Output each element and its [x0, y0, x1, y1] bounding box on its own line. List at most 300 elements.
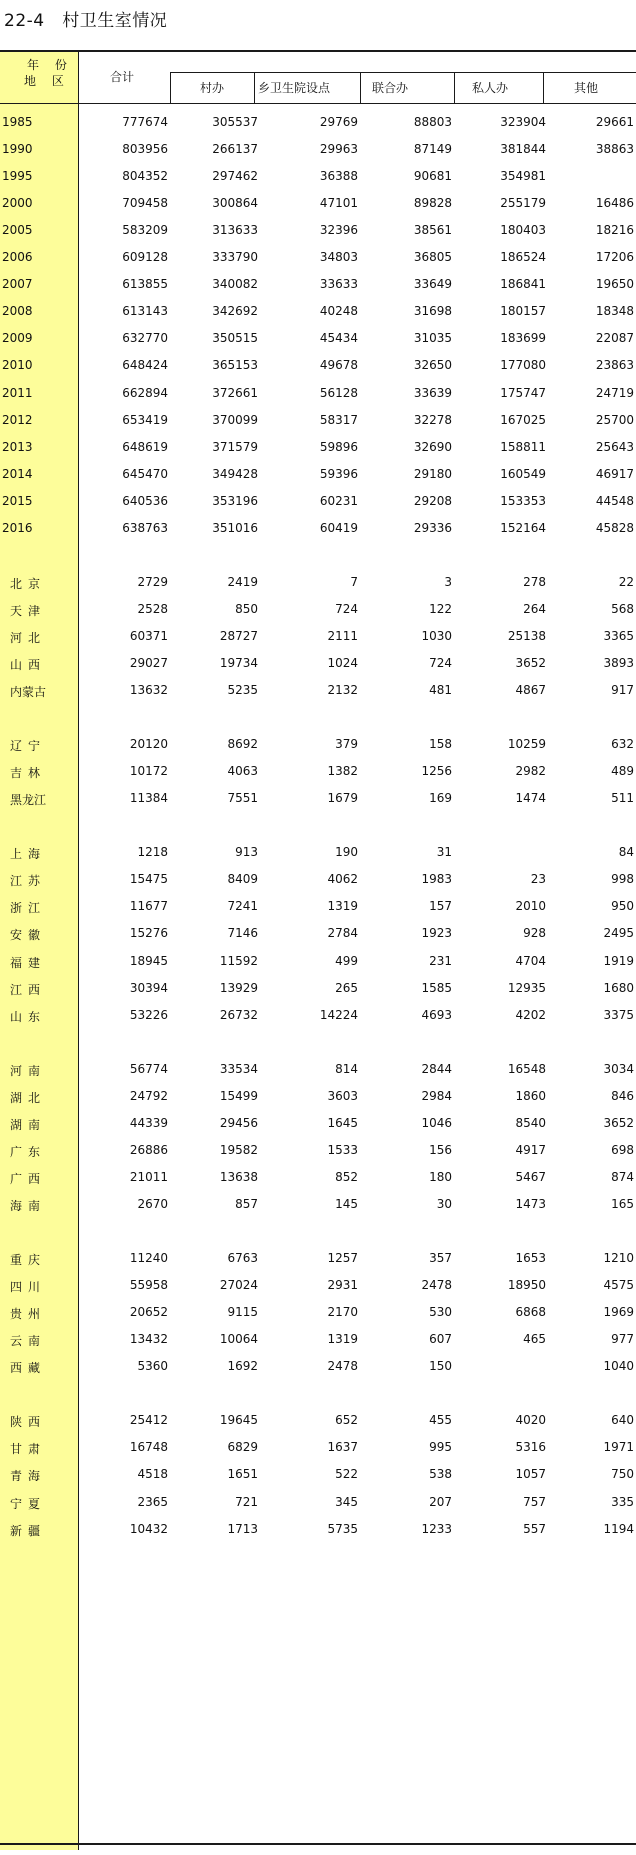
- table-cell: 11592: [219, 953, 258, 968]
- table-row: [0, 785, 636, 812]
- table-cell: 632: [611, 737, 634, 752]
- table-cell: 1919: [603, 953, 634, 968]
- row-label: 陕西: [10, 1415, 47, 1430]
- table-cell: 264: [523, 601, 546, 616]
- table-cell: 14224: [319, 1007, 358, 1022]
- table-row: [0, 839, 636, 866]
- table-cell: 25700: [595, 412, 634, 427]
- table-cell: 12935: [507, 980, 546, 995]
- table-cell: 2010: [515, 899, 546, 914]
- table-row: [0, 136, 636, 163]
- row-label: 天津: [10, 603, 47, 618]
- table-cell: 26732: [219, 1007, 258, 1022]
- table-cell: 150: [429, 1359, 452, 1374]
- table-cell: 335: [611, 1494, 634, 1509]
- header-total: 合计: [110, 70, 135, 84]
- table-cell: 2931: [327, 1278, 358, 1293]
- table-cell: 45828: [595, 520, 634, 535]
- table-cell: 207: [429, 1494, 452, 1509]
- table-cell: 29027: [129, 655, 168, 670]
- table-cell: 379: [335, 737, 358, 752]
- table-cell: 8409: [227, 872, 258, 887]
- table-cell: 998: [611, 872, 634, 887]
- table-cell: 2478: [421, 1278, 452, 1293]
- table-cell: 25643: [595, 439, 634, 454]
- table-cell: 5316: [515, 1440, 546, 1455]
- table-cell: 1256: [421, 764, 452, 779]
- table-cell: 13432: [129, 1332, 168, 1347]
- row-label: 2012: [2, 412, 33, 427]
- table-row: [0, 920, 636, 947]
- table-row: [0, 1164, 636, 1191]
- table-cell: 7146: [227, 926, 258, 941]
- table-cell: 1024: [327, 655, 358, 670]
- table-cell: 2729: [137, 574, 168, 589]
- table-cell: 349428: [212, 466, 258, 481]
- table-cell: 4202: [515, 1007, 546, 1022]
- header-col-other: 其他: [574, 81, 599, 95]
- table-cell: 30: [436, 1196, 452, 1211]
- table-cell: 698: [611, 1142, 634, 1157]
- table-cell: 45434: [319, 331, 358, 346]
- table-cell: 724: [335, 601, 358, 616]
- page-title: 22-4 村卫生室情况: [4, 11, 168, 31]
- table-cell: 1680: [603, 980, 634, 995]
- table-cell: 90681: [413, 169, 452, 184]
- table-cell: 180403: [500, 223, 546, 238]
- table-cell: 2984: [421, 1088, 452, 1103]
- row-label: 吉林: [10, 766, 47, 781]
- table-cell: 1473: [515, 1196, 546, 1211]
- table-cell: 18950: [507, 1278, 546, 1293]
- table-cell: 613143: [122, 304, 168, 319]
- table-cell: 3893: [603, 655, 634, 670]
- table-cell: 530: [429, 1305, 452, 1320]
- table-cell: 32278: [413, 412, 452, 427]
- table-cell: 1692: [227, 1359, 258, 1374]
- table-cell: 38863: [595, 142, 634, 157]
- table-cell: 8692: [227, 737, 258, 752]
- table-cell: 190: [335, 845, 358, 860]
- row-label: 北京: [10, 576, 47, 591]
- table-cell: 4693: [421, 1007, 452, 1022]
- header-subcolumns: [170, 72, 636, 103]
- table-cell: 38561: [413, 223, 452, 238]
- table-cell: 557: [523, 1521, 546, 1536]
- table-cell: 351016: [212, 520, 258, 535]
- table-cell: 44548: [595, 493, 634, 508]
- table-cell: 2132: [327, 683, 358, 697]
- table-cell: 183699: [500, 331, 546, 346]
- table-row: [0, 1434, 636, 1461]
- header-col-township: 乡卫生院设点: [258, 81, 331, 95]
- table-cell: 157: [429, 899, 452, 914]
- data-table: [0, 50, 636, 104]
- table-cell: 20652: [129, 1305, 168, 1320]
- table-cell: 913: [235, 845, 258, 860]
- table-cell: 29208: [413, 493, 452, 508]
- table-cell: 255179: [500, 196, 546, 211]
- table-cell: 804352: [122, 169, 168, 184]
- row-label: 西藏: [10, 1361, 47, 1376]
- table-cell: 60371: [129, 628, 168, 643]
- table-cell: 1923: [421, 926, 452, 941]
- table-cell: 4917: [515, 1142, 546, 1157]
- table-cell: 5467: [515, 1169, 546, 1184]
- table-row: [0, 1110, 636, 1137]
- table-cell: 6829: [227, 1440, 258, 1455]
- row-label: 江西: [10, 982, 47, 997]
- table-row: [0, 866, 636, 893]
- table-cell: 10259: [507, 737, 546, 752]
- table-cell: 1319: [327, 899, 358, 914]
- table-cell: 231: [429, 953, 452, 968]
- row-label: 河南: [10, 1063, 47, 1078]
- table-cell: 381844: [500, 142, 546, 157]
- table-cell: 613855: [122, 277, 168, 292]
- table-cell: 24719: [595, 385, 634, 400]
- table-cell: 371579: [212, 439, 258, 454]
- table-cell: 1474: [515, 791, 546, 806]
- row-label: 宁夏: [10, 1496, 47, 1511]
- row-label: 2014: [2, 466, 33, 481]
- table-cell: 19645: [219, 1413, 258, 1428]
- table-cell: 152164: [500, 520, 546, 535]
- table-cell: 1218: [137, 845, 168, 860]
- table-cell: 29769: [319, 115, 358, 129]
- table-cell: 370099: [212, 412, 258, 427]
- table-cell: 15276: [129, 926, 168, 941]
- table-cell: 20120: [129, 737, 168, 752]
- table-cell: 1860: [515, 1088, 546, 1103]
- table-cell: 803956: [122, 142, 168, 157]
- table-cell: 11677: [129, 899, 168, 914]
- row-label: 青海: [10, 1469, 47, 1484]
- table-cell: 632770: [122, 331, 168, 346]
- table-cell: 652: [335, 1413, 358, 1428]
- table-cell: 2365: [137, 1494, 168, 1509]
- header-year-label: 年 份: [27, 58, 73, 72]
- table-cell: 16548: [507, 1061, 546, 1076]
- table-cell: 22087: [595, 331, 634, 346]
- table-cell: 175747: [500, 385, 546, 400]
- table-row: [0, 1083, 636, 1110]
- table-cell: 10432: [129, 1521, 168, 1536]
- table-cell: 36805: [413, 250, 452, 265]
- table-cell: 640536: [122, 493, 168, 508]
- table-header: [0, 50, 636, 104]
- table-cell: 33639: [413, 385, 452, 400]
- table-cell: 638763: [122, 520, 168, 535]
- header-col-private: 私人办: [472, 81, 509, 95]
- table-row: [0, 893, 636, 920]
- table-cell: 345: [335, 1494, 358, 1509]
- table-cell: 874: [611, 1169, 634, 1184]
- header-divider: [543, 72, 544, 103]
- table-row: [0, 677, 636, 704]
- table-cell: 648424: [122, 358, 168, 373]
- row-label: 上海: [10, 847, 47, 862]
- table-cell: 568: [611, 601, 634, 616]
- table-cell: 6868: [515, 1305, 546, 1320]
- table-row: [0, 271, 636, 298]
- table-cell: 357: [429, 1251, 452, 1266]
- table-cell: 2170: [327, 1305, 358, 1320]
- table-cell: 499: [335, 953, 358, 968]
- table-row: [0, 1191, 636, 1218]
- table-row: [0, 1002, 636, 1029]
- row-label: 1990: [2, 142, 33, 157]
- table-cell: 333790: [212, 250, 258, 265]
- table-row: [0, 163, 636, 190]
- table-cell: 950: [611, 899, 634, 914]
- table-cell: 313633: [212, 223, 258, 238]
- table-cell: 29456: [219, 1115, 258, 1130]
- table-cell: 15475: [129, 872, 168, 887]
- table-cell: 4575: [603, 1278, 634, 1293]
- row-label: 甘肃: [10, 1442, 47, 1457]
- table-cell: 7: [350, 574, 358, 589]
- table-cell: 26886: [129, 1142, 168, 1157]
- table-cell: 995: [429, 1440, 452, 1455]
- table-cell: 1030: [421, 628, 452, 643]
- table-cell: 29963: [319, 142, 358, 157]
- table-row: [0, 569, 636, 596]
- table-cell: 2528: [137, 601, 168, 616]
- table-cell: 4704: [515, 953, 546, 968]
- table-row: [0, 1056, 636, 1083]
- table-cell: 25412: [129, 1413, 168, 1428]
- table-cell: 2478: [327, 1359, 358, 1374]
- table-cell: 53226: [129, 1007, 168, 1022]
- table-cell: 645470: [122, 466, 168, 481]
- table-cell: 10172: [129, 764, 168, 779]
- table-row: [0, 948, 636, 975]
- row-label: 2011: [2, 385, 33, 400]
- table-cell: 59896: [319, 439, 358, 454]
- table-row: [0, 1489, 636, 1516]
- table-cell: 917: [611, 683, 634, 697]
- table-cell: 662894: [122, 385, 168, 400]
- table-cell: 21011: [129, 1169, 168, 1184]
- table-cell: 145: [335, 1196, 358, 1211]
- table-cell: 777674: [122, 115, 168, 129]
- row-label: 2009: [2, 331, 33, 346]
- table-cell: 977: [611, 1332, 634, 1347]
- table-row: [0, 325, 636, 352]
- table-cell: 19734: [219, 655, 258, 670]
- row-label: 湖南: [10, 1117, 47, 1132]
- table-cell: 300864: [212, 196, 258, 211]
- table-cell: 24792: [129, 1088, 168, 1103]
- table-cell: 88803: [413, 115, 452, 129]
- table-cell: 522: [335, 1467, 358, 1482]
- table-cell: 4063: [227, 764, 258, 779]
- table-row: [0, 190, 636, 217]
- table-cell: 2784: [327, 926, 358, 941]
- table-cell: 33633: [319, 277, 358, 292]
- table-row: [0, 1353, 636, 1380]
- table-cell: 23: [530, 872, 546, 887]
- table-cell: 721: [235, 1494, 258, 1509]
- table-cell: 60231: [319, 493, 358, 508]
- header-divider: [360, 72, 361, 103]
- table-cell: 177080: [500, 358, 546, 373]
- table-cell: 2844: [421, 1061, 452, 1076]
- table-cell: 32650: [413, 358, 452, 373]
- table-cell: 23863: [595, 358, 634, 373]
- table-cell: 846: [611, 1088, 634, 1103]
- table-cell: 648619: [122, 439, 168, 454]
- table-row: [0, 352, 636, 379]
- table-cell: 22: [618, 574, 634, 589]
- header-col-village: 村办: [200, 81, 225, 95]
- table-row: [0, 1407, 636, 1434]
- table-cell: 2111: [327, 628, 358, 643]
- table-cell: 1194: [603, 1521, 634, 1536]
- header-divider: [254, 72, 255, 103]
- header-divider: [454, 72, 455, 103]
- table-cell: 29180: [413, 466, 452, 481]
- table-cell: 59396: [319, 466, 358, 481]
- table-cell: 32396: [319, 223, 358, 238]
- table-cell: 10064: [219, 1332, 258, 1347]
- table-cell: 87149: [413, 142, 452, 157]
- table-cell: 40248: [319, 304, 358, 319]
- table-row: [0, 244, 636, 271]
- table-row: [0, 1245, 636, 1272]
- table-cell: 1983: [421, 872, 452, 887]
- header-region-label: 地 区: [24, 74, 70, 88]
- table-cell: 186841: [500, 277, 546, 292]
- table-cell: 481: [429, 683, 452, 697]
- row-label: 辽宁: [10, 739, 47, 754]
- row-label: 2000: [2, 196, 33, 211]
- table-cell: 1645: [327, 1115, 358, 1130]
- row-label: 海南: [10, 1198, 47, 1213]
- table-cell: 55958: [129, 1278, 168, 1293]
- table-cell: 3034: [603, 1061, 634, 1076]
- table-cell: 8540: [515, 1115, 546, 1130]
- table-row: [0, 596, 636, 623]
- row-label: 广东: [10, 1144, 47, 1159]
- table-cell: 169: [429, 791, 452, 806]
- table-cell: 1653: [515, 1251, 546, 1266]
- table-cell: 4867: [515, 683, 546, 697]
- table-cell: 609128: [122, 250, 168, 265]
- table-cell: 1319: [327, 1332, 358, 1347]
- table-cell: 3652: [603, 1115, 634, 1130]
- table-row: [0, 380, 636, 407]
- header-col-joint: 联合办: [372, 81, 409, 95]
- table-cell: 15499: [219, 1088, 258, 1103]
- table-row: [0, 758, 636, 785]
- table-cell: 278: [523, 574, 546, 589]
- table-cell: 1382: [327, 764, 358, 779]
- table-cell: 13929: [219, 980, 258, 995]
- table-cell: 353196: [212, 493, 258, 508]
- table-cell: 122: [429, 601, 452, 616]
- table-cell: 56774: [129, 1061, 168, 1076]
- table-row: [0, 461, 636, 488]
- table-cell: 2495: [603, 926, 634, 941]
- table-cell: 18216: [595, 223, 634, 238]
- table-row: [0, 434, 636, 461]
- table-cell: 186524: [500, 250, 546, 265]
- table-cell: 16486: [595, 196, 634, 211]
- row-label: 2006: [2, 250, 33, 265]
- table-cell: 18348: [595, 304, 634, 319]
- table-cell: 4020: [515, 1413, 546, 1428]
- table-cell: 17206: [595, 250, 634, 265]
- table-cell: 180: [429, 1169, 452, 1184]
- table-cell: 4062: [327, 872, 358, 887]
- table-cell: 1585: [421, 980, 452, 995]
- table-cell: 3603: [327, 1088, 358, 1103]
- table-cell: 3375: [603, 1007, 634, 1022]
- table-row: [0, 650, 636, 677]
- table-row: [0, 731, 636, 758]
- table-cell: 167025: [500, 412, 546, 427]
- table-cell: 3365: [603, 628, 634, 643]
- table-cell: 4518: [137, 1467, 168, 1482]
- table-cell: 58317: [319, 412, 358, 427]
- table-cell: 1046: [421, 1115, 452, 1130]
- table-cell: 1233: [421, 1521, 452, 1536]
- header-divider: [170, 72, 171, 103]
- table-cell: 3: [444, 574, 452, 589]
- table-cell: 354981: [500, 169, 546, 184]
- table-cell: 350515: [212, 331, 258, 346]
- table-row: [0, 1461, 636, 1488]
- row-label: 2010: [2, 358, 33, 373]
- table-cell: 342692: [212, 304, 258, 319]
- table-row: [0, 975, 636, 1002]
- table-cell: 750: [611, 1467, 634, 1482]
- row-label: 2013: [2, 439, 33, 454]
- table-cell: 18945: [129, 953, 168, 968]
- table-cell: 19650: [595, 277, 634, 292]
- table-cell: 489: [611, 764, 634, 779]
- table-cell: 60419: [319, 520, 358, 535]
- table-cell: 29661: [595, 115, 634, 129]
- table-cell: 25138: [507, 628, 546, 643]
- table-cell: 7241: [227, 899, 258, 914]
- table-cell: 365153: [212, 358, 258, 373]
- table-cell: 30394: [129, 980, 168, 995]
- row-label: 2005: [2, 223, 33, 238]
- row-label: 浙江: [10, 901, 47, 916]
- table-cell: 305537: [212, 115, 258, 129]
- row-label: 江苏: [10, 874, 47, 889]
- table-cell: 653419: [122, 412, 168, 427]
- table-cell: 1651: [227, 1467, 258, 1482]
- table-row: [0, 515, 636, 542]
- row-label: 广西: [10, 1171, 47, 1186]
- table-cell: 11240: [129, 1251, 168, 1266]
- table-cell: 266137: [212, 142, 258, 157]
- table-cell: 297462: [212, 169, 258, 184]
- table-cell: 607: [429, 1332, 452, 1347]
- row-label: 山东: [10, 1009, 47, 1024]
- table-cell: 180157: [500, 304, 546, 319]
- table-cell: 455: [429, 1413, 452, 1428]
- table-cell: 31698: [413, 304, 452, 319]
- row-label: 内蒙古: [10, 685, 47, 699]
- table-cell: 33534: [219, 1061, 258, 1076]
- row-label: 2015: [2, 493, 33, 508]
- table-row: [0, 1326, 636, 1353]
